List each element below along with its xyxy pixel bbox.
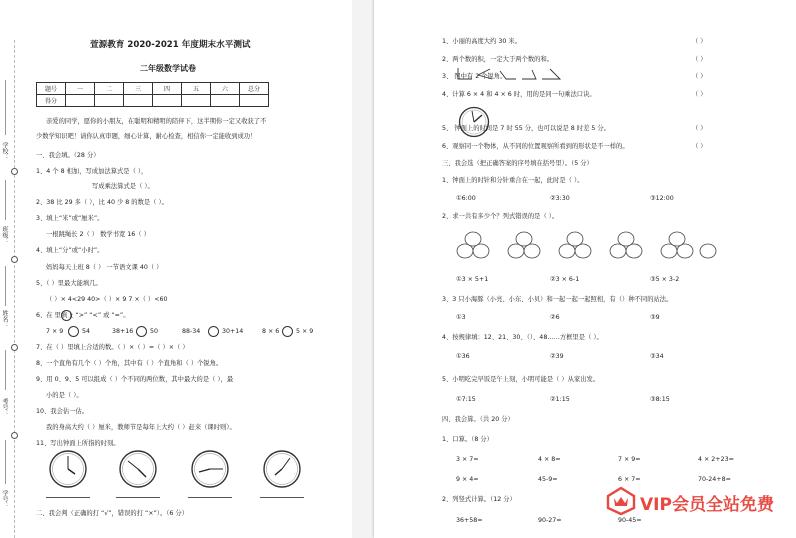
binding-label: 学校：	[1, 142, 8, 160]
answer-line	[46, 497, 90, 498]
binding-label: 考号：	[1, 398, 8, 416]
question-text: 一根跳绳长 2（ ） 数学书宽 16（ ）	[46, 231, 150, 238]
compare-item: 38+16	[112, 328, 134, 335]
judge-item: 1、小丽的高度大约 30 米。	[442, 38, 521, 45]
score-header-cell: 总分	[240, 83, 269, 95]
score-header-cell: 四	[153, 83, 182, 95]
score-header-cell: 二	[95, 83, 124, 95]
binding-label: 姓名：	[1, 310, 8, 328]
compare-item: 50	[150, 328, 159, 335]
calc-item: 45-9=	[538, 476, 558, 483]
left-page	[0, 0, 352, 538]
vip-crown-icon	[606, 486, 636, 516]
binding-hole	[11, 344, 18, 351]
choice-option: ②1:15	[550, 396, 570, 403]
score-header-cell: 三	[124, 83, 153, 95]
vip-text: VIP会员全站免费	[640, 495, 774, 515]
pumpkin-group-icon	[456, 228, 718, 260]
choice-option: ①3	[456, 314, 466, 321]
binding-hole	[11, 168, 18, 175]
compare-circle	[208, 326, 219, 337]
answer-paren: （ ）	[692, 38, 707, 45]
section-heading: 四、我会算。（共 20 分）	[442, 416, 514, 423]
score-cell	[124, 95, 153, 107]
score-header-cell: 题号	[37, 83, 66, 95]
calc-item: 90-45=	[618, 517, 642, 524]
sub-question: 2、列竖式计算。（12 分）	[442, 496, 516, 503]
score-cell	[153, 95, 182, 107]
choice-option: ②3 × 6-1	[550, 276, 580, 283]
judge-item: 4、计算 6 × 4 和 4 × 6 时，用的是同一句乘法口诀。	[442, 91, 596, 98]
compare-circle	[68, 326, 79, 337]
exam-title: 萱源教育 2020-2021 年度期末水平测试	[90, 40, 251, 50]
question-text: 1、4 个 8 相加，写成加法算式是（ ），	[36, 168, 148, 175]
choice-option: ①3 × 5+1	[456, 276, 489, 283]
score-row-label: 得分	[37, 95, 66, 107]
choice-question: 1、钟面上的时针和分针重合在一起，此时是（ ）。	[442, 177, 584, 184]
score-cell	[95, 95, 124, 107]
compare-item: 30+14	[222, 328, 244, 335]
calc-item: 4 × 2+23=	[698, 456, 734, 463]
calc-item: 90-27=	[538, 517, 562, 524]
compare-circle	[282, 326, 293, 337]
question-text: 小的是（ ）。	[46, 392, 83, 399]
answer-paren: （ ）	[692, 73, 707, 80]
binding-blank	[5, 266, 6, 306]
score-header-cell: 六	[211, 83, 240, 95]
choice-option: ①7:15	[456, 396, 476, 403]
score-header-cell: 一	[66, 83, 95, 95]
score-cell	[182, 95, 211, 107]
compare-circle	[61, 310, 72, 321]
choice-option: ①6:00	[456, 195, 476, 202]
question-text: 11、写出钟面上所指的时刻。	[36, 440, 120, 447]
calc-item: 70-24+8=	[698, 476, 731, 483]
choice-question: 5、小明吃完早饭是午上刻，小明可能是（ ）从家出发。	[442, 376, 600, 383]
answer-paren: （ ）	[692, 143, 707, 150]
binding-label: 班级：	[1, 226, 8, 244]
binding-blank	[5, 80, 6, 135]
compare-item: 88-34	[182, 328, 201, 335]
answer-line	[116, 497, 160, 498]
compare-item: 5 × 9	[296, 328, 314, 335]
binding-hole	[11, 432, 18, 439]
choice-question: 3、3 只小海豚（小亮、小东、小贝）和一起一起一起照相，有（）种不同的站法。	[442, 296, 673, 303]
clock-icon	[458, 106, 490, 138]
score-cell	[66, 95, 95, 107]
clock-face-icon	[190, 449, 230, 489]
question-text: 3、填上“米”或“厘米”。	[36, 215, 104, 222]
choice-question: 2、求一共有多少个？列式错误的是（ ）。	[442, 213, 559, 220]
section-heading: 三、我会选（把正确答案的序号填在括号里）。（5 分）	[442, 160, 593, 167]
sub-question: 1、口算。（8 分）	[442, 436, 493, 443]
clock-face-icon	[118, 449, 158, 489]
vip-watermark[interactable]	[606, 480, 792, 516]
choice-option: ②6	[550, 314, 560, 321]
section-heading: 二、我会判（正确的打 “√”，错误的打 “×”）。（6 分）	[36, 510, 188, 517]
calc-item: 4 × 8=	[538, 456, 561, 463]
question-text: 4、填上“分”或“小时”。	[36, 247, 104, 254]
clock-face-icon	[262, 449, 302, 489]
answer-line	[260, 497, 304, 498]
calc-item: 9 × 4=	[456, 476, 479, 483]
binding-margin	[0, 0, 26, 538]
calc-item: 7 × 9=	[618, 456, 641, 463]
exam-subtitle: 二年级数学试卷	[140, 64, 196, 73]
question-text: 10、我会估一估。	[36, 408, 89, 415]
judge-item: 2、两个数的积，一定大于两个数的和。	[442, 56, 554, 63]
question-text: 写成乘法算式是（ ）。	[92, 183, 154, 190]
question-text: （ ）× 4<29 40>（ ）× 9 7 ×（ ）<60	[46, 296, 168, 303]
question-text: 6、在 里填上 “>” “<” 或 “=”。	[36, 312, 130, 319]
compare-circle	[136, 326, 147, 337]
clock-face-icon	[48, 449, 88, 489]
question-text: 妈妈每天上班 8（ ） 一节语文课 40（ ）	[46, 264, 163, 271]
score-cell	[240, 95, 269, 107]
judge-item: 3、 图中有 2 个锐角。	[442, 73, 507, 80]
section-heading: 一、我会填。（28 分）	[36, 152, 100, 159]
choice-option: ②3:30	[550, 195, 570, 202]
choice-option: ③9	[650, 314, 660, 321]
binding-blank	[5, 180, 6, 220]
calc-item: 6 × 7=	[618, 476, 641, 483]
choice-option: ③5 × 3-2	[650, 276, 680, 283]
compare-item: 7 × 9	[46, 328, 64, 335]
score-cell	[211, 95, 240, 107]
compare-item: 8 × 6	[262, 328, 280, 335]
binding-hole	[11, 256, 18, 263]
compare-item: 54	[82, 328, 91, 335]
question-text: 2、38 比 29 多（ ），比 40 少 8 的数是（ ）。	[36, 199, 168, 206]
question-text: 我的身高大约（ ）厘米，教师节是每年上大约（ ）赶来（课时则）。	[46, 424, 236, 431]
choice-option: ③8:15	[650, 396, 670, 403]
answer-paren: （ ）	[692, 125, 707, 132]
question-text: 8、一个直角有几个（ ）个角，其中有（ ）个直角和（ ）个锐角。	[36, 360, 223, 367]
choice-option: ③12:00	[650, 195, 674, 202]
binding-label: 学号：	[1, 490, 8, 508]
right-page	[374, 0, 796, 538]
intro-line: 少数学知识吧！请你认真审题，细心计算，耐心检查，相信你一定能收到成功！	[36, 133, 257, 140]
answer-paren: （ ）	[692, 91, 707, 98]
choice-question: 4、按规律填：12、21、30、（）、48……方框里是（ ）。	[442, 334, 603, 341]
angle-shapes-icon	[456, 67, 564, 81]
choice-option: ①36	[456, 353, 470, 360]
binding-blank	[5, 350, 6, 390]
judge-item: 6、观察同一个物体，从不同的位置观察所看到的形状是不一样的。	[442, 143, 629, 150]
binding-blank	[5, 440, 6, 484]
question-text: 7、在（ ）里填上合适的数。（ ）×（ ）=（ ）×（ ）	[36, 344, 189, 351]
judge-item: 5、 钟面上的时间是 7 时 55 分，也可以说是 8 时差 5 分。	[442, 125, 610, 132]
intro-line: 亲爱的同学，愿你的小朋友，在聪明和精明的陪伴下，这半期你一定又收获了不	[46, 118, 267, 125]
score-header-cell: 五	[182, 83, 211, 95]
choice-option: ②39	[550, 353, 564, 360]
calc-item: 3 × 7=	[456, 456, 479, 463]
question-text: 9、用 0、9、5 可以组成（ ）个不同的两位数，其中最大的是（ ），最	[36, 376, 234, 383]
calc-item: 36+58=	[456, 517, 483, 524]
answer-line	[188, 497, 232, 498]
question-text: 5、（ ）里最大能填几。	[36, 280, 102, 287]
answer-paren: （ ）	[692, 56, 707, 63]
choice-option: ③34	[650, 353, 664, 360]
score-table	[36, 82, 269, 107]
binding-dashed-line	[14, 40, 15, 538]
